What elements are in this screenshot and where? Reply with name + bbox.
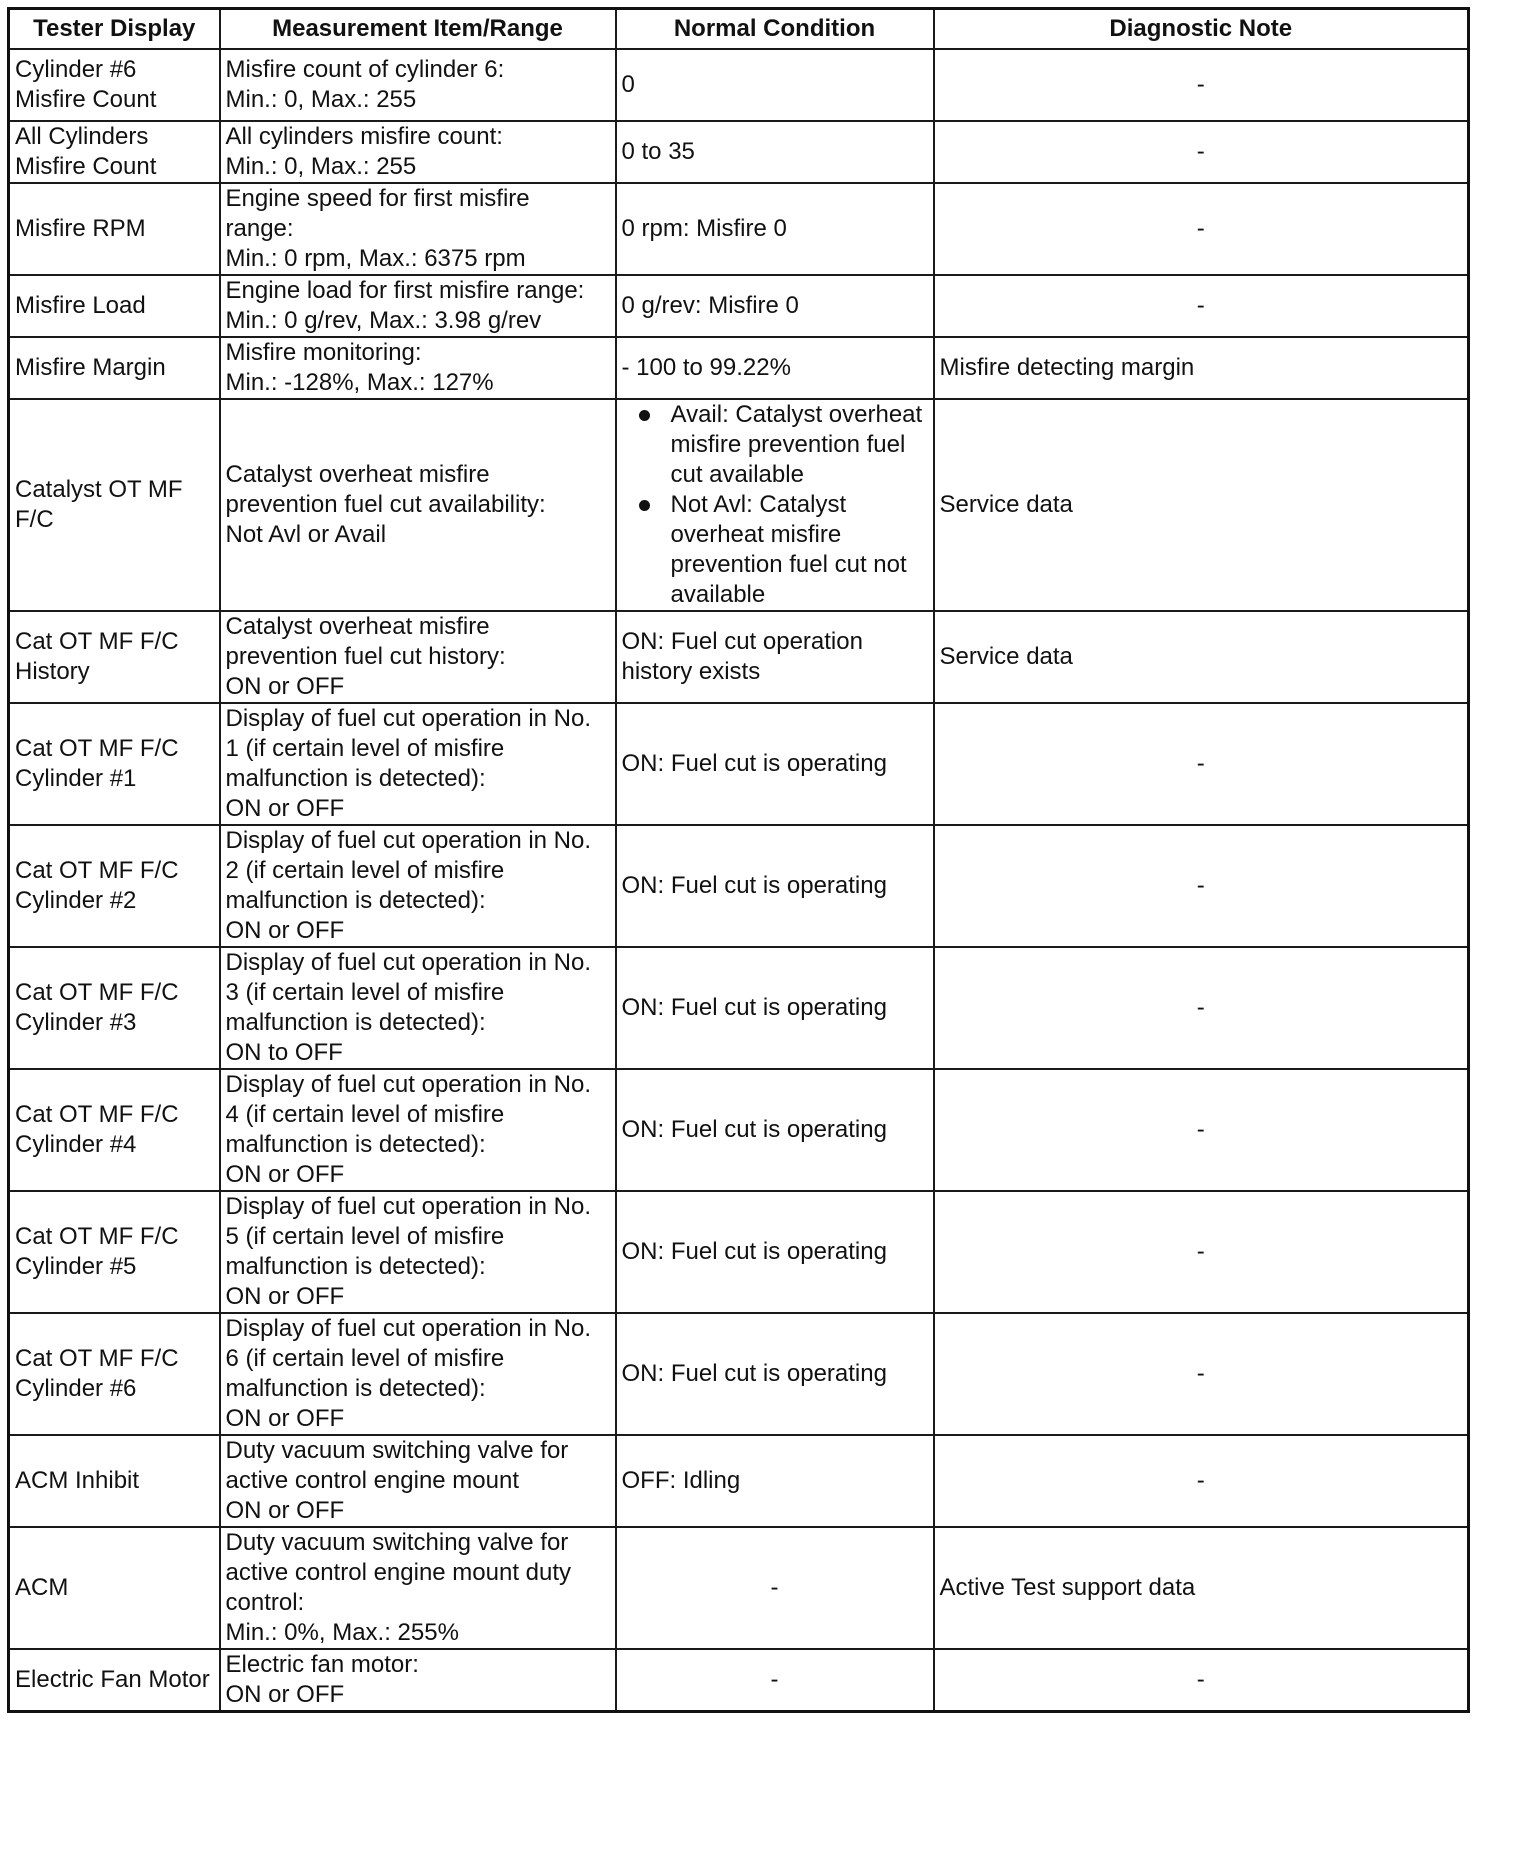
measurement-item-cell: Engine load for first misfire range: Min.: 0 g/rev, Max.: 3.98 g/rev: [220, 275, 616, 337]
normal-condition-cell: - 100 to 99.22%: [616, 337, 934, 399]
tester-display-cell: Cat OT MF F/C Cylinder #3: [9, 947, 220, 1069]
diagnostic-note-cell: -: [934, 1435, 1469, 1527]
data-list-table-container: [7, 7, 1470, 1713]
normal-condition-cell: ON: Fuel cut is operating: [616, 825, 934, 947]
tester-display-cell: Cat OT MF F/C Cylinder #5: [9, 1191, 220, 1313]
measurement-item-cell: All cylinders misfire count: Min.: 0, Max.: 255: [220, 121, 616, 183]
measurement-item-cell: Engine speed for first misfire range: Min.: 0 rpm, Max.: 6375 rpm: [220, 183, 616, 275]
normal-condition-cell: 0 g/rev: Misfire 0: [616, 275, 934, 337]
diagnostic-note-cell: -: [934, 1649, 1469, 1712]
table-row: [9, 183, 1469, 275]
table-row: [9, 121, 1469, 183]
table-row: [9, 825, 1469, 947]
measurement-item-cell: Duty vacuum switching valve for active control engine mount duty control: Min.: 0%, Max.: 255%: [220, 1527, 616, 1649]
diagnostic-note-cell: Service data: [934, 399, 1469, 611]
table-row: [9, 1435, 1469, 1527]
table-row: [9, 337, 1469, 399]
normal-condition-cell: ON: Fuel cut is operating: [616, 1191, 934, 1313]
measurement-item-cell: Catalyst overheat misfire prevention fuel cut history: ON or OFF: [220, 611, 616, 703]
diagnostic-note-cell: -: [934, 1313, 1469, 1435]
table-row: [9, 49, 1469, 121]
tester-display-cell: ACM: [9, 1527, 220, 1649]
table-row: [9, 1527, 1469, 1649]
normal-condition-cell: OFF: Idling: [616, 1435, 934, 1527]
list-item-text: Avail: Catalyst overheat misfire prevention fuel cut available: [670, 401, 923, 488]
tester-display-cell: Cat OT MF F/C Cylinder #4: [9, 1069, 220, 1191]
tester-display-cell: Misfire Margin: [9, 337, 220, 399]
measurement-item-cell: Display of fuel cut operation in No. 5 (if certain level of misfire malfunction is detected): ON or OFF: [220, 1191, 616, 1313]
normal-condition-cell: ON: Fuel cut operation history exists: [616, 611, 934, 703]
tester-display-cell: Misfire RPM: [9, 183, 220, 275]
normal-condition-cell: ON: Fuel cut is operating: [616, 947, 934, 1069]
normal-condition-cell: 0: [616, 49, 934, 121]
tester-display-cell: Cat OT MF F/C Cylinder #6: [9, 1313, 220, 1435]
measurement-item-cell: Display of fuel cut operation in No. 1 (if certain level of misfire malfunction is detected): ON or OFF: [220, 703, 616, 825]
normal-condition-cell: -: [616, 1649, 934, 1712]
measurement-item-cell: Catalyst overheat misfire prevention fuel cut availability: Not Avl or Avail: [220, 399, 616, 611]
tester-display-cell: Misfire Load: [9, 275, 220, 337]
table-row: [9, 611, 1469, 703]
diagnostic-note-cell: -: [934, 275, 1469, 337]
table-row: [9, 1313, 1469, 1435]
normal-condition-cell: [616, 399, 934, 611]
bullet-icon: [639, 410, 650, 421]
diagnostic-note-cell: -: [934, 183, 1469, 275]
diagnostic-note-cell: -: [934, 1069, 1469, 1191]
list-item: [622, 400, 928, 490]
measurement-item-cell: Misfire monitoring: Min.: -128%, Max.: 127%: [220, 337, 616, 399]
tester-display-cell: Cat OT MF F/C Cylinder #1: [9, 703, 220, 825]
diagnostic-note-cell: Misfire detecting margin: [934, 337, 1469, 399]
normal-condition-cell: ON: Fuel cut is operating: [616, 703, 934, 825]
table-row: [9, 947, 1469, 1069]
header-row: [9, 9, 1469, 50]
bullet-icon: [639, 500, 650, 511]
header-tester-display: Tester Display: [9, 9, 220, 50]
diagnostic-note-cell: -: [934, 825, 1469, 947]
table-body: [9, 49, 1469, 1712]
diagnostic-note-cell: -: [934, 947, 1469, 1069]
diagnostic-note-cell: Active Test support data: [934, 1527, 1469, 1649]
tester-display-cell: All Cylinders Misfire Count: [9, 121, 220, 183]
list-item-text: Not Avl: Catalyst overheat misfire prevention fuel cut not available: [670, 491, 907, 608]
tester-display-cell: Cat OT MF F/C Cylinder #2: [9, 825, 220, 947]
diagnostic-note-cell: -: [934, 1191, 1469, 1313]
tester-display-cell: Catalyst OT MF F/C: [9, 399, 220, 611]
data-list-table: [7, 7, 1470, 1713]
table-row: [9, 399, 1469, 611]
diagnostic-note-cell: Service data: [934, 611, 1469, 703]
measurement-item-cell: Misfire count of cylinder 6: Min.: 0, Max.: 255: [220, 49, 616, 121]
tester-display-cell: ACM Inhibit: [9, 1435, 220, 1527]
normal-condition-list: [622, 400, 928, 610]
table-row: [9, 275, 1469, 337]
tester-display-cell: Cylinder #6 Misfire Count: [9, 49, 220, 121]
normal-condition-cell: ON: Fuel cut is operating: [616, 1069, 934, 1191]
tester-display-cell: Electric Fan Motor: [9, 1649, 220, 1712]
diagnostic-note-cell: -: [934, 703, 1469, 825]
normal-condition-cell: -: [616, 1527, 934, 1649]
header-measurement-item: Measurement Item/Range: [220, 9, 616, 50]
measurement-item-cell: Electric fan motor: ON or OFF: [220, 1649, 616, 1712]
measurement-item-cell: Display of fuel cut operation in No. 2 (if certain level of misfire malfunction is detected): ON or OFF: [220, 825, 616, 947]
measurement-item-cell: Display of fuel cut operation in No. 3 (if certain level of misfire malfunction is detected): ON to OFF: [220, 947, 616, 1069]
measurement-item-cell: Display of fuel cut operation in No. 6 (if certain level of misfire malfunction is detected): ON or OFF: [220, 1313, 616, 1435]
measurement-item-cell: Duty vacuum switching valve for active control engine mount ON or OFF: [220, 1435, 616, 1527]
header-diagnostic-note: Diagnostic Note: [934, 9, 1469, 50]
normal-condition-cell: 0 to 35: [616, 121, 934, 183]
normal-condition-cell: 0 rpm: Misfire 0: [616, 183, 934, 275]
tester-display-cell: Cat OT MF F/C History: [9, 611, 220, 703]
normal-condition-cell: ON: Fuel cut is operating: [616, 1313, 934, 1435]
table-row: [9, 703, 1469, 825]
table-row: [9, 1069, 1469, 1191]
header-normal-condition: Normal Condition: [616, 9, 934, 50]
diagnostic-note-cell: -: [934, 121, 1469, 183]
table-row: [9, 1649, 1469, 1712]
diagnostic-note-cell: -: [934, 49, 1469, 121]
list-item: [622, 490, 928, 610]
measurement-item-cell: Display of fuel cut operation in No. 4 (if certain level of misfire malfunction is detected): ON or OFF: [220, 1069, 616, 1191]
table-row: [9, 1191, 1469, 1313]
